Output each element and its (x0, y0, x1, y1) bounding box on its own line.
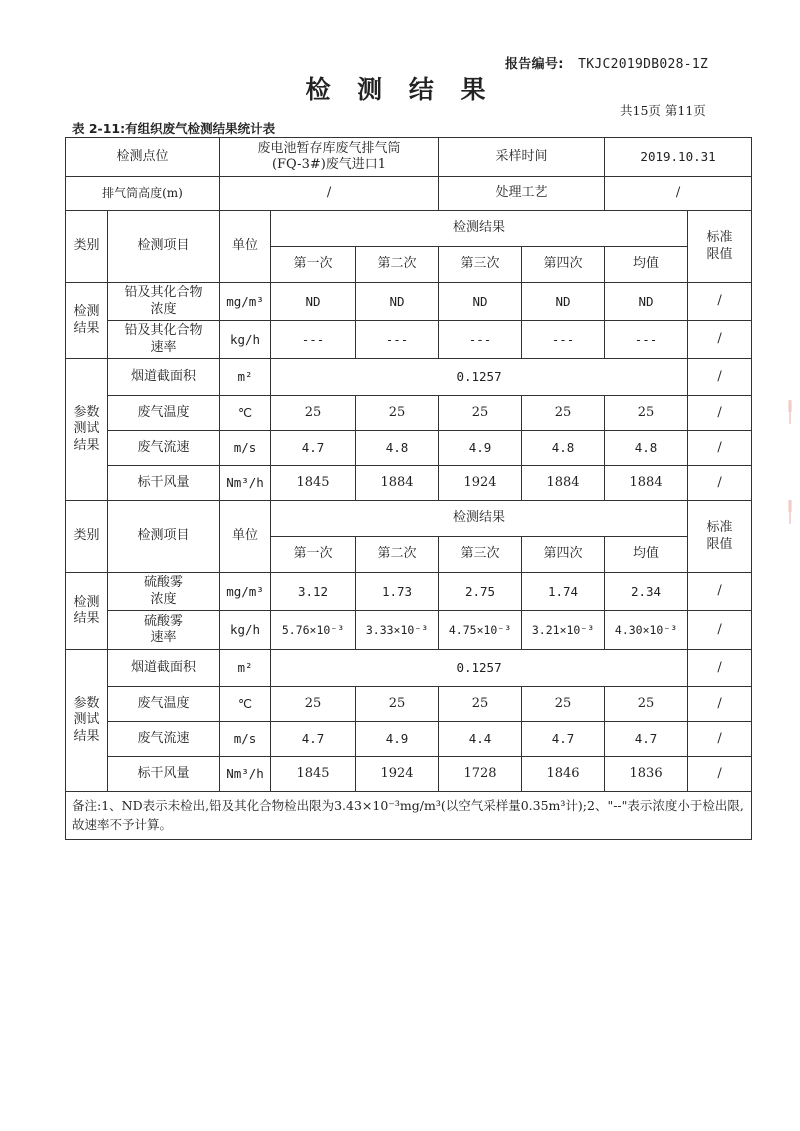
category-header: 类别 (66, 501, 108, 573)
unit-header: 单位 (220, 501, 271, 573)
limit-cell: / (688, 359, 752, 396)
unit-cell: Nm³/h (220, 757, 271, 792)
process-value: / (605, 177, 752, 211)
value-cell: 4.4 (439, 722, 522, 757)
results-table (65, 137, 752, 840)
table-caption: 表 2-11:有组织废气检测结果统计表 (72, 121, 276, 136)
item-cell: 标干风量 (108, 466, 220, 501)
value-cell: 3.21×10⁻³ (522, 611, 605, 650)
run2-header: 第二次 (356, 247, 439, 283)
seal-stamp-fragment: ╿ (784, 500, 797, 524)
point-value-line1: 废电池暂存库废气排气筒 (257, 140, 401, 156)
value-cell: 2.75 (439, 573, 522, 611)
value-cell: 4.7 (271, 722, 356, 757)
run3-header: 第三次 (439, 247, 522, 283)
item-name: 硫酸雾 (144, 575, 184, 591)
table-row (66, 687, 752, 722)
value-cell: 4.8 (522, 431, 605, 466)
value-cell: 1924 (356, 757, 439, 792)
item-cell: 烟道截面积 (108, 359, 220, 396)
value-cell: 25 (439, 396, 522, 431)
category-text: 结果 (73, 320, 100, 336)
results-header: 检测结果 (271, 211, 688, 247)
run2-header: 第二次 (356, 537, 439, 573)
limit-cell: / (688, 283, 752, 321)
table-row (66, 359, 752, 396)
value-cell: 4.75×10⁻³ (439, 611, 522, 650)
limit-cell: / (688, 573, 752, 611)
run4-header: 第四次 (522, 247, 605, 283)
page-title: 检 测 结 果 (305, 75, 495, 104)
table-row (66, 722, 752, 757)
value-cell: 1.74 (522, 573, 605, 611)
value-cell: 0.1257 (271, 650, 688, 687)
unit-cell: mg/m³ (220, 283, 271, 321)
unit-cell: kg/h (220, 611, 271, 650)
run1-header: 第一次 (271, 537, 356, 573)
item-name: 浓度 (150, 591, 177, 607)
category-text: 结果 (73, 728, 100, 744)
unit-cell: m/s (220, 722, 271, 757)
run4-header: 第四次 (522, 537, 605, 573)
category-text: 测试 (73, 421, 100, 437)
value-cell: ND (356, 283, 439, 321)
value-cell: 1728 (439, 757, 522, 792)
report-number-label: 报告编号: (505, 57, 564, 72)
value-cell: 25 (439, 687, 522, 722)
item-cell: 废气流速 (108, 431, 220, 466)
item-name: 铅及其化合物 (124, 323, 203, 339)
category-text: 检测 (73, 304, 100, 320)
value-cell: 3.12 (271, 573, 356, 611)
unit-cell: ℃ (220, 687, 271, 722)
value-cell: 4.30×10⁻³ (605, 611, 688, 650)
value-cell: ND (439, 283, 522, 321)
value-cell: 25 (271, 396, 356, 431)
item-header: 检测项目 (108, 501, 220, 573)
note-row (66, 792, 752, 840)
limit-cell: / (688, 757, 752, 792)
value-cell: 4.8 (605, 431, 688, 466)
value-cell: 1836 (605, 757, 688, 792)
sampling-time-label: 采样时间 (439, 138, 605, 177)
item-cell: 废气温度 (108, 396, 220, 431)
limit-cell: / (688, 722, 752, 757)
value-cell: 1845 (271, 757, 356, 792)
value-cell: 25 (605, 687, 688, 722)
section2-header-row (66, 501, 752, 537)
item-cell (108, 283, 220, 321)
category-parameters (66, 359, 108, 501)
item-name: 硫酸雾 (144, 613, 184, 629)
value-cell: 4.8 (356, 431, 439, 466)
value-cell: 5.76×10⁻³ (271, 611, 356, 650)
item-name: 速率 (150, 630, 177, 645)
value-cell: --- (522, 321, 605, 359)
unit-cell: mg/m³ (220, 573, 271, 611)
value-cell: ND (605, 283, 688, 321)
category-detection (66, 283, 108, 359)
category-text: 结果 (73, 437, 100, 453)
item-cell: 烟道截面积 (108, 650, 220, 687)
table-row (66, 431, 752, 466)
limit-cell: / (688, 466, 752, 501)
category-text: 参数 (73, 405, 100, 421)
item-cell: 标干风量 (108, 757, 220, 792)
value-cell: ND (522, 283, 605, 321)
category-text: 参数 (73, 696, 100, 712)
limit-cell: / (688, 687, 752, 722)
limit-cell: / (688, 650, 752, 687)
limit-header (688, 211, 752, 283)
unit-cell: m² (220, 359, 271, 396)
seal-stamp-fragment: ╿ (784, 400, 797, 424)
value-cell: --- (356, 321, 439, 359)
value-cell: 1884 (522, 466, 605, 501)
value-cell: 3.33×10⁻³ (356, 611, 439, 650)
value-cell: 25 (356, 396, 439, 431)
page-info: 共15页 第11页 (620, 103, 706, 118)
value-cell: 2.34 (605, 573, 688, 611)
item-header: 检测项目 (108, 211, 220, 283)
table-row (66, 466, 752, 501)
value-cell: 1845 (271, 466, 356, 501)
table-row (66, 573, 752, 611)
results-header: 检测结果 (271, 501, 688, 537)
table-row (66, 321, 752, 359)
category-header: 类别 (66, 211, 108, 283)
value-cell: 1924 (439, 466, 522, 501)
value-cell: 4.7 (605, 722, 688, 757)
unit-cell: Nm³/h (220, 466, 271, 501)
value-cell: 0.1257 (271, 359, 688, 396)
item-cell (108, 611, 220, 650)
value-cell: 1884 (605, 466, 688, 501)
value-cell: --- (439, 321, 522, 359)
limit-cell: / (688, 611, 752, 650)
value-cell: 4.7 (522, 722, 605, 757)
category-text: 结果 (73, 611, 100, 626)
value-cell: 25 (356, 687, 439, 722)
table-row (66, 611, 752, 650)
category-parameters (66, 650, 108, 792)
limit-cell: / (688, 321, 752, 359)
value-cell: 25 (271, 687, 356, 722)
point-value-line2: (FQ-3#)废气进口1 (271, 157, 387, 172)
value-cell: 4.9 (356, 722, 439, 757)
run3-header: 第三次 (439, 537, 522, 573)
info-row-point (66, 138, 752, 177)
item-name: 浓度 (150, 301, 177, 317)
remarks-note: 备注:1、ND表示未检出,铅及其化合物检出限为3.43×10⁻³mg/m³(以空气采样量0.35m³计);2、"--"表示浓度小于检出限,故速率不予计算。 (66, 792, 752, 840)
avg-header: 均值 (605, 247, 688, 283)
item-name: 速率 (150, 339, 177, 355)
unit-cell: kg/h (220, 321, 271, 359)
limit-cell: / (688, 396, 752, 431)
limit-header (688, 501, 752, 573)
item-cell: 废气温度 (108, 687, 220, 722)
category-detection (66, 573, 108, 650)
point-value (220, 138, 439, 177)
item-cell: 废气流速 (108, 722, 220, 757)
value-cell: --- (605, 321, 688, 359)
unit-cell: m² (220, 650, 271, 687)
value-cell: --- (271, 321, 356, 359)
value-cell: 25 (605, 396, 688, 431)
avg-header: 均值 (605, 537, 688, 573)
table-row (66, 757, 752, 792)
unit-cell: m/s (220, 431, 271, 466)
value-cell: 1.73 (356, 573, 439, 611)
value-cell: 4.7 (271, 431, 356, 466)
category-text: 检测 (73, 594, 100, 610)
item-name: 铅及其化合物 (124, 285, 203, 301)
point-label: 检测点位 (66, 138, 220, 177)
value-cell: 1884 (356, 466, 439, 501)
limit-header-line2: 限值 (706, 536, 733, 552)
run1-header: 第一次 (271, 247, 356, 283)
info-row-height (66, 177, 752, 211)
sampling-time-value: 2019.10.31 (605, 138, 752, 177)
category-text: 测试 (73, 712, 100, 728)
item-cell (108, 573, 220, 611)
value-cell: 25 (522, 687, 605, 722)
report-number-value: TKJC2019DB028-1Z (578, 57, 709, 72)
table-row (66, 650, 752, 687)
table-row (66, 283, 752, 321)
value-cell: ND (271, 283, 356, 321)
limit-header-line1: 标准 (706, 520, 733, 536)
process-label: 处理工艺 (439, 177, 605, 211)
limit-cell: / (688, 431, 752, 466)
unit-cell: ℃ (220, 396, 271, 431)
table-row (66, 396, 752, 431)
stack-height-value: / (220, 177, 439, 211)
stack-height-label: 排气筒高度(m) (66, 177, 220, 211)
value-cell: 1846 (522, 757, 605, 792)
section1-header-row (66, 211, 752, 247)
unit-header: 单位 (220, 211, 271, 283)
value-cell: 25 (522, 396, 605, 431)
limit-header-line1: 标准 (706, 230, 733, 246)
limit-header-line2: 限值 (706, 246, 733, 262)
value-cell: 4.9 (439, 431, 522, 466)
item-cell (108, 321, 220, 359)
